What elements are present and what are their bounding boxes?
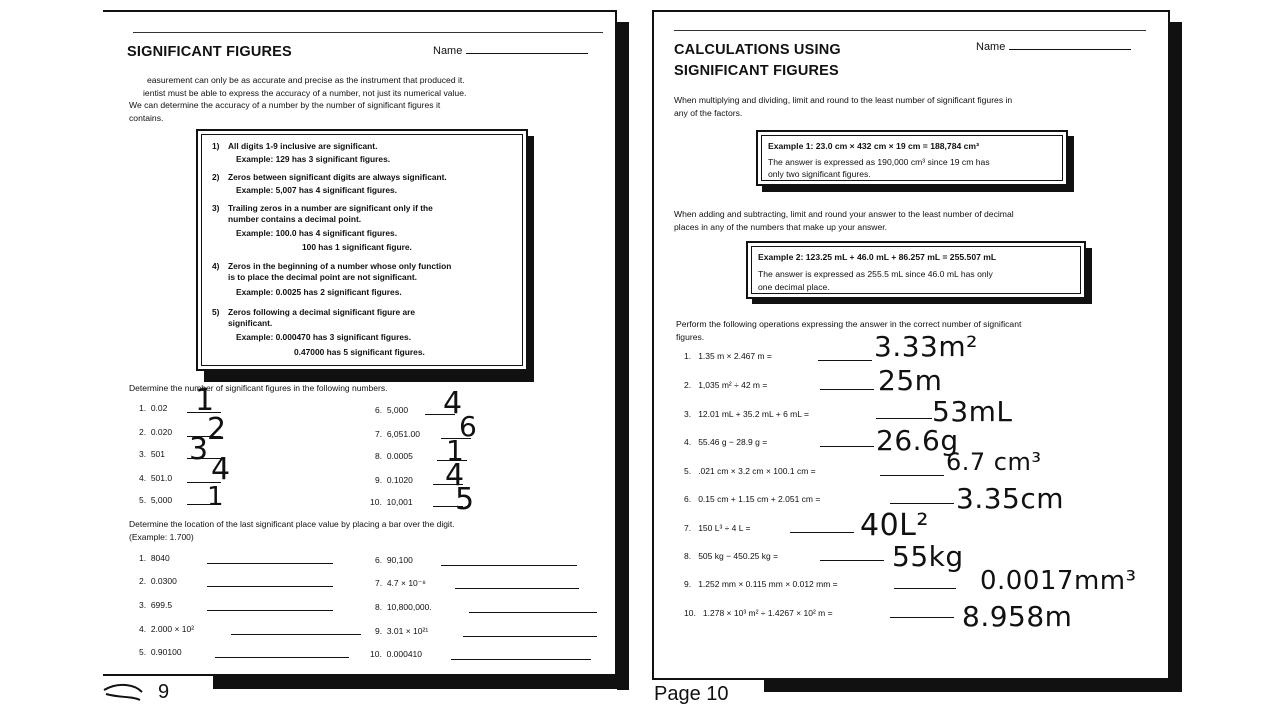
handwritten-answer-8: 1 [446,434,465,467]
handwritten-answer-1: 1 [195,383,215,418]
problem-10: 10. 1.278 × 10³ m² ÷ 1.4267 × 10² m = [684,608,833,618]
handwritten-answer-7: 6 [459,410,478,443]
example2-box [746,241,1086,299]
answer-line [207,586,333,587]
instruction-line: When multiplying and dividing, limit and round to the least number of significant figures in [674,95,1013,105]
rule-text: is to place the decimal point are not significant. [228,272,417,282]
rule-example: Example: 129 has 3 significant figures. [236,154,391,164]
answer-line [455,588,579,589]
problem-6: 6. 0.15 cm + 1.15 cm + 2.051 cm = [684,494,821,504]
rule-number: 2) [212,172,220,182]
left-sheet-shadow [617,22,629,690]
handwritten-answer-3: 53mL [932,395,1013,428]
instruction-line: places in any of the numbers that make up your answer. [674,221,888,232]
answer-line [790,532,854,533]
rule-1 [212,141,522,171]
handwritten-answer-6: 3.35cm [956,482,1065,515]
multiplying-instructions [674,94,1154,119]
intro-paragraph [129,74,609,124]
rule-text: Zeros following a decimal significant figure are [228,307,416,317]
answer-line [207,610,333,611]
question-10: 10. 10,001 [370,497,413,507]
rule-3 [212,203,522,259]
left-page-number: 9 [158,681,170,703]
problem-8: 8. 505 kg − 450.25 kg = [684,551,779,561]
handwritten-answer-5: 6.7 cm³ [946,448,1042,476]
name-label: Name [433,45,463,57]
example1-equation: Example 1: 23.0 cm × 432 cm × 19 cm = 188,784 cm³ [768,141,979,151]
problem-1: 1. 1.35 m × 2.467 m = [684,351,772,361]
right-page-label: Page 10 [654,683,729,705]
bar-question-7: 7. 4.7 × 10⁻⁸ [375,578,426,588]
rule-text: Zeros in the beginning of a number whose only function [228,261,452,271]
rule-example: Example: 0.000470 has 3 significant figures. [236,332,412,342]
example2-equation: Example 2: 123.25 mL + 46.0 mL + 86.257 mL = 255.507 mL [758,252,997,262]
worksheet-page-10 [652,10,1170,680]
handwritten-answer-9: 0.0017mm³ [980,566,1137,596]
rule-number: 3) [212,203,220,213]
page-title-line-1: CALCULATIONS USING [674,42,841,58]
handwritten-answer-6: 4 [443,386,463,421]
answer-line [463,636,597,637]
answer-line [820,560,884,561]
answer-line [207,563,333,564]
handwritten-answer-4: 4 [211,452,231,487]
bar-question-3: 3. 699.5 [139,600,173,610]
answer-line [231,634,361,635]
problem-7: 7. 150 L³ ÷ 4 L = [684,523,751,533]
handwritten-answer-10: 5 [455,482,475,517]
rule-example: 0.47000 has 5 significant figures. [294,347,425,357]
rule-example: Example: 0.0025 has 2 significant figures. [236,287,402,297]
example2-explanation: The answer is expressed as 255.5 mL since 46.0 mL has only [758,269,993,279]
handwritten-answer-1: 3.33m² [874,330,978,363]
question-2: 2. 0.020 [139,427,173,437]
answer-line [818,360,872,361]
example1-box [756,130,1068,186]
section2-example: (Example: 1.700) [129,532,194,542]
intro-line: easurement can only be as accurate and precise as the instrument that produced it. [147,75,465,85]
handwritten-answer-8: 55kg [892,540,964,573]
handwritten-answer-4: 26.6g [876,424,959,457]
handwritten-answer-9: 4 [445,458,465,493]
bar-question-6: 6. 90,100 [375,555,413,565]
answer-line [215,657,349,658]
problem-3: 3. 12.01 mL + 35.2 mL + 6 mL = [684,409,809,419]
handwritten-answer-3: 3 [189,432,209,467]
adding-instructions [674,208,1154,233]
answer-line [820,389,874,390]
answer-line [451,659,591,660]
handwritten-scribble [100,680,160,706]
rule-example: Example: 100.0 has 4 significant figures. [236,228,398,238]
worksheet-page-9 [103,10,617,676]
rule-example: Example: 5,007 has 4 significant figures. [236,185,398,195]
right-sheet-shadow [1170,22,1182,692]
answer-line [441,565,577,566]
handwritten-answer-2: 2 [207,412,227,447]
problem-5: 5. .021 cm × 3.2 cm × 100.1 cm = [684,466,816,476]
example1-explanation: only two significant figures. [768,169,871,179]
answer-line [876,418,932,419]
instruction-line: When adding and subtracting, limit and round your answer to the least number of decimal [674,209,1014,219]
problem-4: 4. 55.46 g − 28.9 g = [684,437,768,447]
bar-question-2: 2. 0.0300 [139,576,177,586]
bar-question-1: 1. 8040 [139,553,170,563]
question-7: 7. 6,051.00 [375,429,420,439]
rule-example: 100 has 1 significant figure. [302,242,412,252]
bar-question-10: 10. 0.000410 [370,649,423,659]
name-label: Name [976,41,1006,53]
question-1: 1. 0.02 [139,403,168,413]
rule-text: significant. [228,318,273,328]
rule-text: Trailing zeros in a number are significant only if the [228,203,433,213]
bar-question-4: 4. 2.000 × 10² [139,624,195,634]
question-4: 4. 501.0 [139,473,173,483]
rule-text: All digits 1-9 inclusive are significant. [228,141,378,151]
rule-2 [212,172,522,202]
example2-explanation: one decimal place. [758,282,830,292]
header-rule [133,32,603,33]
rule-text: Zeros between significant digits are always significant. [228,172,447,182]
right-sheet-shadow-bottom [764,680,1182,692]
rule-text: number contains a decimal point. [228,214,362,224]
rule-number: 4) [212,261,220,271]
answer-line [890,503,954,504]
rules-box [196,129,528,371]
answer-line [894,588,956,589]
rule-5 [212,307,522,363]
instruction-line: Perform the following operations expressing the answer in the correct number of significant [676,319,1022,329]
page-title-line-2: SIGNIFICANT FIGURES [674,63,839,79]
question-5: 5. 5,000 [139,495,173,505]
bar-question-8: 8. 10,800,000. [375,602,432,612]
answer-line [820,446,874,447]
question-9: 9. 0.1020 [375,475,413,485]
name-blank [466,44,588,54]
section1-heading: Determine the number of significant figures in the following numbers. [129,383,388,393]
question-6: 6. 5,000 [375,405,409,415]
intro-line: contains. [129,112,164,123]
instruction-line: figures. [676,331,705,342]
name-field [433,44,588,57]
section2-heading: Determine the location of the last significant place value by placing a bar over the digit. [129,519,455,529]
header-rule [674,30,1146,31]
question-8: 8. 0.0005 [375,451,413,461]
handwritten-answer-10: 8.958m [962,600,1073,633]
problem-2: 2. 1,035 m² ÷ 42 m = [684,380,768,390]
handwritten-answer-7: 40L² [860,508,929,543]
page-title: SIGNIFICANT FIGURES [127,44,292,60]
intro-line: We can determine the accuracy of a number by the number of significant figures it [129,100,441,111]
bar-question-5: 5. 0.90100 [139,647,182,657]
answer-line [890,617,954,618]
answer-line [880,475,944,476]
left-sheet-shadow-bottom [213,676,629,689]
question-3: 3. 501 [139,449,166,459]
instruction-line: any of the factors. [674,107,743,118]
problem-9: 9. 1.252 mm × 0.115 mm × 0.012 mm = [684,579,838,589]
handwritten-answer-2: 25m [878,364,943,397]
bar-question-9: 9. 3.01 × 10²¹ [375,626,429,636]
handwritten-answer-5: 1 [207,482,225,512]
rule-number: 1) [212,141,220,151]
answer-line [469,612,597,613]
name-field [976,40,1131,53]
intro-line: ientist must be able to express the accuracy of a number, not just its numerical value. [143,87,467,98]
name-blank [1009,40,1131,50]
example1-explanation: The answer is expressed as 190,000 cm³ since 19 cm has [768,157,990,167]
rule-4 [212,261,522,305]
rule-number: 5) [212,307,220,317]
